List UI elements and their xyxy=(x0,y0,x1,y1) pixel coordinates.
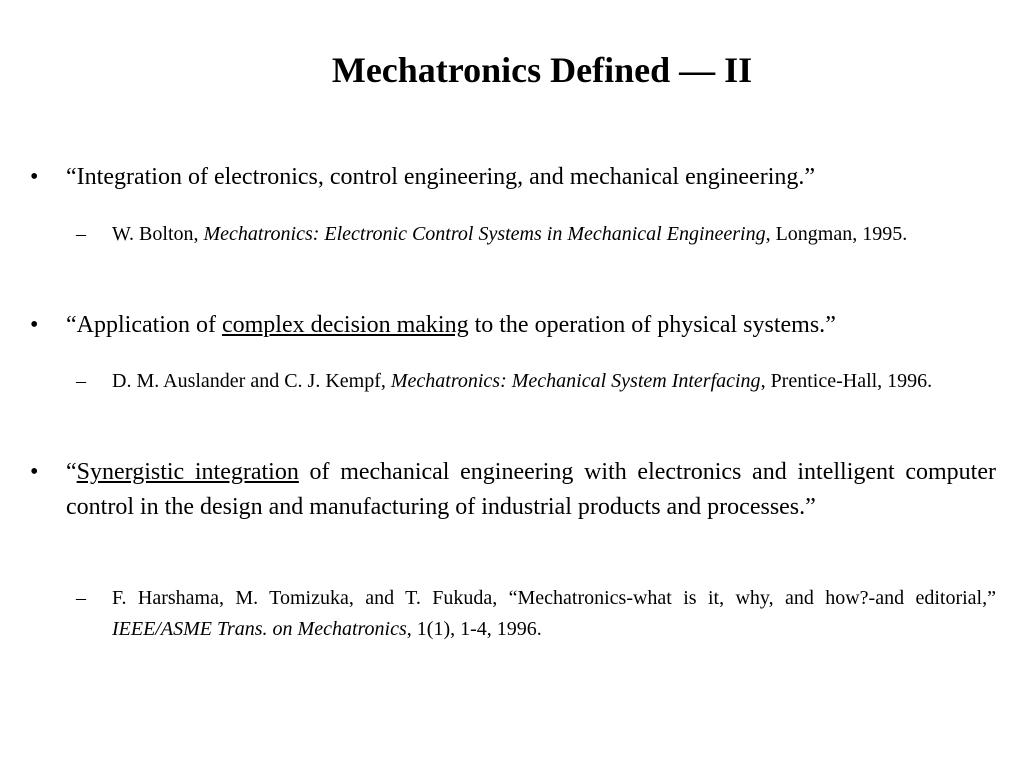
citation-work: IEEE/ASME Trans. on Mechatronics xyxy=(112,618,407,640)
quote-open: “ xyxy=(66,312,77,338)
quote-close: ” xyxy=(825,312,836,338)
quote-text: to the operation of physical systems. xyxy=(468,312,826,338)
citation-work: Mechatronics: Electronic Control Systems in Mechanical Engineering xyxy=(203,223,766,245)
bullet-text xyxy=(66,308,996,343)
citation-item xyxy=(76,583,996,645)
citation-text xyxy=(112,219,996,250)
citation-text xyxy=(112,583,996,645)
citation-author: F. Harshama, M. Tomizuka, and T. Fukuda, “Mechatronics-what is it, why, and how?-and editorial,” xyxy=(112,587,996,609)
bullet-text xyxy=(66,455,996,525)
quote-underlined: complex decision making xyxy=(221,312,469,338)
bullet-mark: • xyxy=(30,164,39,190)
bullet-item xyxy=(30,455,996,525)
citation-author: D. M. Auslander and C. J. Kempf, xyxy=(112,370,391,392)
bullet-mark: • xyxy=(30,312,39,338)
quote-close: ” xyxy=(804,164,816,190)
quote-open: “ xyxy=(66,459,77,485)
bullet-mark: • xyxy=(30,459,39,485)
quote-text: Integration of electronics, control engineering, and mechanical engineering. xyxy=(76,164,805,190)
citation-rest: , 1(1), 1-4, 1996. xyxy=(406,618,542,640)
citation-item xyxy=(76,366,996,397)
citation-text xyxy=(112,366,996,397)
quote-close: ” xyxy=(805,494,816,520)
citation-item xyxy=(76,219,996,250)
dash-mark: – xyxy=(76,370,86,392)
quote-underlined: Synergistic integration xyxy=(76,459,299,485)
citation-rest: , Prentice-Hall, 1996. xyxy=(760,370,933,392)
slide-title: Mechatronics Defined — II xyxy=(331,50,753,90)
dash-mark: – xyxy=(76,223,86,245)
bullet-item xyxy=(30,308,996,343)
quote-open: “ xyxy=(66,164,77,190)
dash-mark: – xyxy=(76,587,86,609)
quote-text: of mechanical engineering with electronics and intelligent computer control in the design and manufacturing of industrial products and processes. xyxy=(66,459,996,520)
bullet-item xyxy=(30,160,996,195)
citation-author: W. Bolton, xyxy=(112,223,204,245)
quote-text: Application of xyxy=(76,312,222,338)
citation-work: Mechatronics: Mechanical System Interfacing xyxy=(390,370,761,392)
bullet-text xyxy=(66,160,996,195)
citation-rest: , Longman, 1995. xyxy=(765,223,908,245)
